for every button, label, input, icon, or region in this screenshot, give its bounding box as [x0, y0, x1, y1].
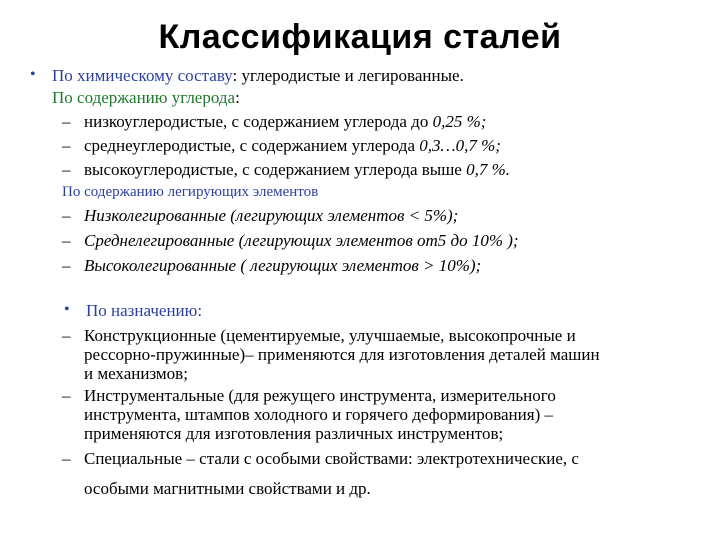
list-item-text: Среднелегированные (легирующих элементов от5 до 10% );	[84, 231, 519, 250]
list-item-structural-line3: и механизмов;	[84, 364, 188, 383]
list-item-text: Специальные – стали с особыми свойствами: электротехнические, с	[84, 449, 579, 468]
bullet-icon: •	[30, 66, 36, 83]
list-item-text: высокоуглеродистые, с содержанием углерода выше	[84, 160, 467, 179]
carbon-content-heading	[52, 88, 240, 108]
dash-icon: –	[62, 160, 71, 179]
purpose-heading: По назначению:	[86, 301, 203, 320]
list-item-special	[62, 449, 579, 469]
list-item-special-line2: особыми магнитными свойствами и др.	[84, 479, 371, 498]
dash-icon: –	[62, 386, 71, 405]
dash-icon: –	[62, 449, 71, 468]
list-item-low-alloy	[62, 206, 458, 226]
dash-icon: –	[62, 206, 71, 225]
list-item-medium-carbon	[62, 136, 501, 156]
list-item-tool	[62, 386, 556, 406]
carbon-content-colon: :	[235, 88, 240, 107]
dash-icon: –	[62, 136, 71, 155]
bullet-icon: •	[64, 301, 70, 318]
list-item-value: 0,25 %;	[432, 112, 487, 131]
chem-composition-line	[52, 66, 464, 86]
list-item-text: Высоколегированные ( легирующих элементов > 10%);	[84, 256, 482, 275]
list-item-text: Конструкционные (цементируемые, улучшаемые, высокопрочные и	[84, 326, 576, 345]
list-item-value: 0,7 %.	[466, 160, 511, 179]
carbon-content-label: По содержанию углерода	[52, 88, 236, 107]
list-item-text: Низколегированные (легирующих элементов < 5%);	[84, 206, 459, 225]
list-item-tool-line3: применяются для изготовления различных инструментов;	[84, 424, 504, 443]
list-item-low-carbon	[62, 112, 486, 132]
list-item-medium-alloy	[62, 231, 519, 251]
list-item-high-alloy	[62, 256, 481, 276]
list-item-value: 0,3…0,7 %;	[419, 136, 501, 155]
list-item-text: Инструментальные (для режущего инструмента, измерительного	[84, 386, 556, 405]
alloy-content-heading: По содержанию легирующих элементов	[62, 184, 319, 200]
list-item-structural	[62, 326, 576, 346]
slide-title: Классификация сталей	[158, 18, 562, 56]
list-item-tool-line2: инструмента, штампов холодного и горячего деформирования) –	[84, 405, 553, 424]
dash-icon: –	[62, 256, 71, 275]
list-item-structural-line2: рессорно-пружинные)– применяются для изготовления деталей машин	[84, 345, 600, 364]
dash-icon: –	[62, 112, 71, 131]
dash-icon: –	[62, 231, 71, 250]
list-item-high-carbon	[62, 160, 510, 180]
chem-composition-text: : углеродистые и легированные.	[232, 66, 464, 85]
list-item-text: низкоуглеродистые, с содержанием углерода до	[84, 112, 433, 131]
chem-composition-label: По химическому составу	[52, 66, 233, 85]
list-item-text: среднеуглеродистые, с содержанием углерода	[84, 136, 420, 155]
dash-icon: –	[62, 326, 71, 345]
